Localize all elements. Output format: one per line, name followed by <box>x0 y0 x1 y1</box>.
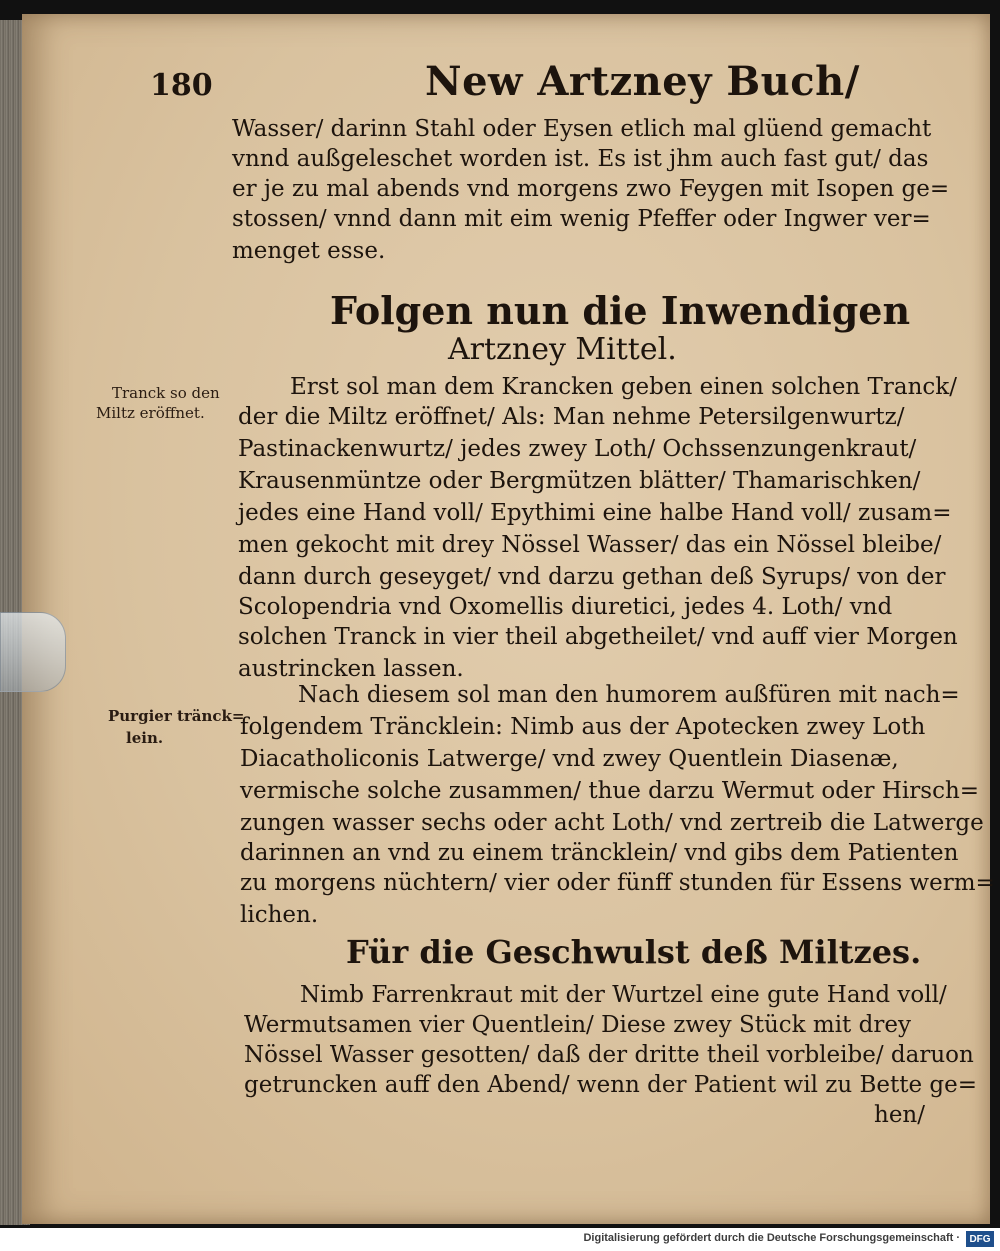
page-clip <box>0 612 66 692</box>
running-head: New Artzney Buch/ <box>425 58 860 105</box>
margin-note: lein. <box>126 729 164 747</box>
text-line: darinnen an vnd zu einem träncklein/ vnd gibs dem Patienten <box>240 840 959 866</box>
text-line: Scolopendria vnd Oxomellis diuretici, jedes 4. Loth/ vnd <box>238 594 893 620</box>
text-line: menget esse. <box>232 238 386 264</box>
margin-note: Miltz eröffnet. <box>96 404 205 422</box>
text-line: austrincken lassen. <box>238 656 464 682</box>
text-line: Nach diesem sol man den humorem außfüren mit nach= <box>298 682 960 708</box>
margin-note: Purgier tränck= <box>108 707 245 725</box>
section-subheading: Artzney Mittel. <box>448 332 677 367</box>
text-line: stossen/ vnnd dann mit eim wenig Pfeffer oder Ingwer ver= <box>232 206 931 232</box>
text-line: solchen Tranck in vier theil abgetheilet/ vnd auff vier Morgen <box>238 624 958 650</box>
text-line: Wermutsamen vier Quentlein/ Diese zwey Stück mit drey <box>244 1012 911 1038</box>
text-line: er je zu mal abends vnd morgens zwo Feygen mit Isopen ge= <box>232 176 950 202</box>
text-line: vnnd außgeleschet worden ist. Es ist jhm auch fast gut/ das <box>232 146 929 172</box>
text-line: Pastinackenwurtz/ jedes zwey Loth/ Ochssenzungenkraut/ <box>238 436 917 462</box>
section-heading: Folgen nun die Inwendigen <box>330 288 911 333</box>
text-line: dann durch geseyget/ vnd darzu gethan deß Syrups/ von der <box>238 564 946 590</box>
text-line: Erst sol man dem Krancken geben einen solchen Tranck/ <box>290 374 957 400</box>
text-line: Krausenmüntze oder Bergmützen blätter/ Thamarischken/ <box>238 468 921 494</box>
text-line: zungen wasser sechs oder acht Loth/ vnd zertreib die Latwerge <box>240 810 984 836</box>
text-line: folgendem Träncklein: Nimb aus der Apotecken zwey Loth <box>240 714 926 740</box>
text-line: lichen. <box>240 902 319 928</box>
margin-note: Tranck so den <box>112 384 220 402</box>
text-line: getruncken auff den Abend/ wenn der Patient wil zu Bette ge= <box>244 1072 978 1098</box>
section-heading: Für die Geschwulst deß Miltzes. <box>346 933 922 971</box>
text-line: Wasser/ darinn Stahl oder Eysen etlich mal glüend gemacht <box>232 116 932 142</box>
text-line: vermische solche zusammen/ thue darzu Wermut oder Hirsch= <box>240 778 980 804</box>
text-line: Diacatholiconis Latwerge/ vnd zwey Quentlein Diasenæ, <box>240 746 899 772</box>
dfg-logo-icon: DFG <box>966 1231 994 1247</box>
footer-bar <box>0 1228 1000 1251</box>
footer-credit: Digitalisierung gefördert durch die Deutsche Forschungsgemeinschaft · <box>583 1232 960 1244</box>
text-line: der die Miltz eröffnet/ Als: Man nehme Petersilgenwurtz/ <box>238 404 905 430</box>
text-line: men gekocht mit drey Nössel Wasser/ das ein Nössel bleibe/ <box>238 532 942 558</box>
text-line: hen/ <box>874 1102 925 1128</box>
text-line: zu morgens nüchtern/ vier oder fünff stunden für Essens werm= <box>240 870 995 896</box>
page-number: 180 <box>150 68 213 103</box>
text-line: Nössel Wasser gesotten/ daß der dritte theil vorbleibe/ daruon <box>244 1042 974 1068</box>
text-line: Nimb Farrenkraut mit der Wurtzel eine gute Hand voll/ <box>300 982 947 1008</box>
text-line: jedes eine Hand voll/ Epythimi eine halbe Hand voll/ zusam= <box>238 500 952 526</box>
